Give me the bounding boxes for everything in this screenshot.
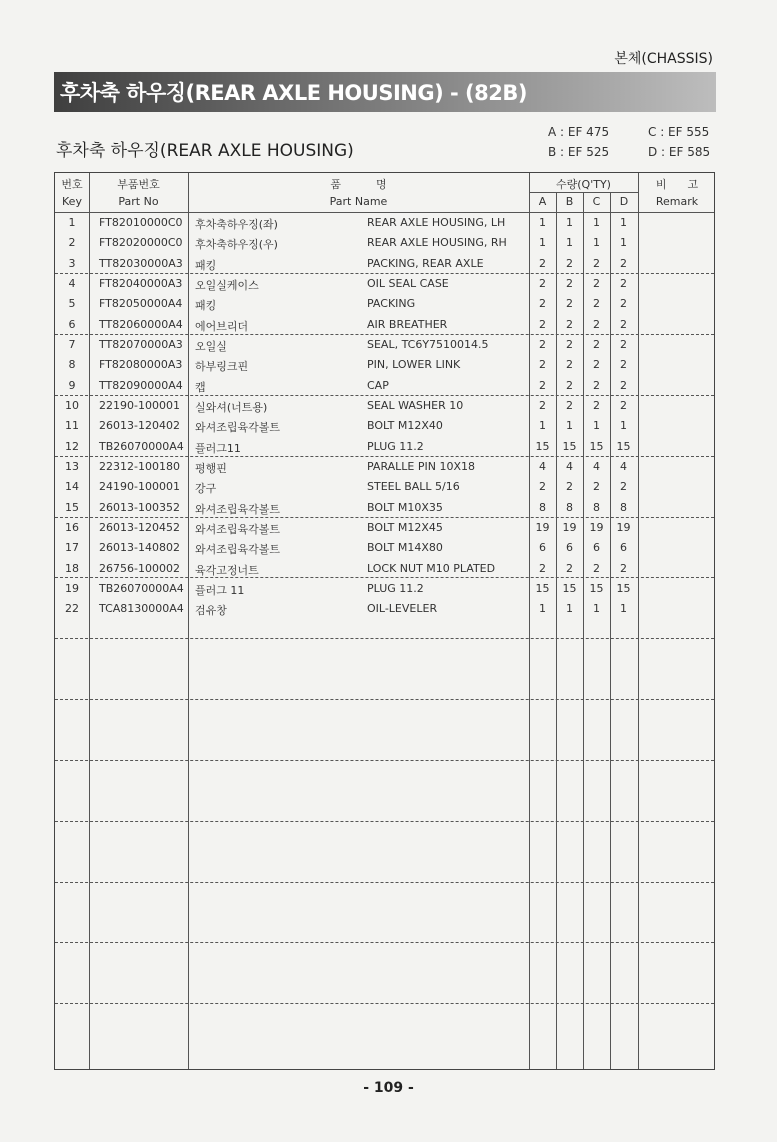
table-row bbox=[55, 538, 714, 558]
key-cell: 11 bbox=[65, 419, 79, 432]
qty-d-cell: 1 bbox=[620, 419, 627, 432]
part-name-en-cell: SEAL WASHER 10 bbox=[367, 399, 464, 412]
qty-d-cell: 2 bbox=[620, 338, 627, 351]
qty-d-cell: 2 bbox=[620, 318, 627, 331]
qty-a-cell: 19 bbox=[535, 521, 550, 534]
qty-d-cell: 15 bbox=[616, 582, 631, 595]
header-qty-c: C bbox=[592, 195, 601, 208]
part-no-cell: TB26070000A4 bbox=[99, 440, 184, 453]
key-cell: 10 bbox=[65, 399, 79, 412]
part-name-kr-cell: 평행핀 bbox=[195, 462, 227, 475]
qty-d-cell: 4 bbox=[620, 460, 627, 473]
qty-d-cell: 2 bbox=[620, 257, 627, 270]
key-cell: 15 bbox=[65, 501, 79, 514]
part-name-en-cell: CAP bbox=[367, 379, 389, 392]
qty-a-cell: 2 bbox=[539, 257, 546, 270]
part-name-kr-cell: 후차축하우징(우) bbox=[195, 238, 278, 251]
part-name-kr-cell: 캡 bbox=[195, 381, 206, 394]
part-name-en-cell: PLUG 11.2 bbox=[367, 582, 424, 595]
part-name-kr-cell: 후차축하우징(좌) bbox=[195, 218, 278, 231]
part-name-kr-cell: 육각고정너트 bbox=[195, 564, 259, 577]
key-cell: 14 bbox=[65, 480, 79, 493]
qty-d-cell: 1 bbox=[620, 236, 627, 249]
table-row bbox=[55, 233, 714, 253]
part-name-kr-cell: 오일실케이스 bbox=[195, 279, 259, 292]
key-cell: 13 bbox=[65, 460, 79, 473]
section-label: 본체(CHASSIS) bbox=[614, 51, 713, 67]
title-banner bbox=[54, 72, 716, 112]
group-separator bbox=[55, 821, 714, 822]
header-qty-d: D bbox=[619, 195, 629, 208]
part-no-cell: TT82060000A4 bbox=[99, 318, 183, 331]
table-row bbox=[55, 396, 714, 416]
qty-d-cell: 2 bbox=[620, 480, 627, 493]
key-cell: 1 bbox=[68, 216, 76, 229]
group-separator bbox=[55, 699, 714, 700]
part-name-en-cell: BOLT M12X40 bbox=[367, 419, 443, 432]
model-c: C : EF 555 bbox=[648, 125, 710, 139]
qty-c-cell: 1 bbox=[593, 236, 600, 249]
qty-c-cell: 15 bbox=[589, 440, 604, 453]
part-name-kr-cell: 에어브리더 bbox=[195, 320, 249, 333]
model-list-right bbox=[648, 122, 710, 162]
qty-d-cell: 2 bbox=[620, 297, 627, 310]
part-no-cell: TB26070000A4 bbox=[99, 582, 184, 595]
table-row bbox=[55, 335, 714, 355]
part-name-kr-cell: 와셔조립육각볼트 bbox=[195, 543, 281, 556]
model-a: A : EF 475 bbox=[548, 125, 610, 139]
qty-d-cell: 19 bbox=[616, 521, 631, 534]
qty-c-cell: 1 bbox=[593, 419, 600, 432]
qty-a-cell: 4 bbox=[539, 460, 546, 473]
part-name-en-cell: PARALLE PIN 10X18 bbox=[367, 460, 476, 473]
qty-d-cell: 1 bbox=[620, 216, 627, 229]
group-separator bbox=[55, 1003, 714, 1004]
part-name-kr-cell: 와셔조립육각볼트 bbox=[195, 421, 281, 434]
part-name-en-cell: REAR AXLE HOUSING, LH bbox=[367, 216, 506, 229]
part-name-kr-cell: 검유창 bbox=[195, 604, 227, 617]
key-cell: 16 bbox=[65, 521, 79, 534]
part-no-cell: FT82040000A3 bbox=[99, 277, 183, 290]
table-row bbox=[55, 376, 714, 396]
part-name-kr-cell: 패킹 bbox=[195, 299, 217, 312]
qty-d-cell: 8 bbox=[620, 501, 627, 514]
qty-a-cell: 2 bbox=[539, 480, 546, 493]
part-no-cell: FT82080000A3 bbox=[99, 358, 183, 371]
part-no-cell: 22312-100180 bbox=[99, 460, 180, 473]
part-no-cell: 24190-100001 bbox=[99, 480, 180, 493]
qty-b-cell: 2 bbox=[566, 399, 573, 412]
key-cell: 18 bbox=[65, 562, 79, 575]
key-cell: 5 bbox=[68, 297, 76, 310]
qty-d-cell: 15 bbox=[616, 440, 631, 453]
table-row bbox=[55, 254, 714, 274]
part-name-kr-cell: 패킹 bbox=[195, 259, 217, 272]
table-row bbox=[55, 315, 714, 335]
qty-c-cell: 2 bbox=[593, 297, 600, 310]
qty-c-cell: 1 bbox=[593, 602, 600, 615]
qty-c-cell: 2 bbox=[593, 358, 600, 371]
qty-b-cell: 1 bbox=[566, 602, 573, 615]
qty-c-cell: 2 bbox=[593, 480, 600, 493]
table-row bbox=[55, 355, 714, 375]
qty-d-cell: 6 bbox=[620, 541, 627, 554]
header-qty-b: B bbox=[565, 195, 574, 208]
header-partno-kr: 부품번호 bbox=[117, 178, 160, 191]
table-row bbox=[55, 518, 714, 538]
qty-d-cell: 1 bbox=[620, 602, 627, 615]
qty-d-cell: 2 bbox=[620, 358, 627, 371]
table-row bbox=[55, 599, 714, 619]
part-name-en-cell: PACKING, REAR AXLE bbox=[367, 257, 484, 270]
key-cell: 8 bbox=[68, 358, 76, 371]
qty-c-cell: 2 bbox=[593, 379, 600, 392]
part-name-en-cell: REAR AXLE HOUSING, RH bbox=[367, 236, 507, 249]
part-name-kr-cell: 강구 bbox=[195, 482, 217, 495]
table-row bbox=[55, 457, 714, 477]
qty-b-cell: 19 bbox=[562, 521, 577, 534]
qty-b-cell: 15 bbox=[562, 440, 577, 453]
header-partno-en: Part No bbox=[118, 195, 159, 208]
qty-b-cell: 2 bbox=[566, 297, 573, 310]
qty-b-cell: 2 bbox=[566, 358, 573, 371]
model-list-left bbox=[548, 122, 609, 162]
qty-b-cell: 1 bbox=[566, 216, 573, 229]
key-cell: 22 bbox=[65, 602, 79, 615]
table-row bbox=[55, 498, 714, 518]
qty-d-cell: 2 bbox=[620, 379, 627, 392]
qty-d-cell: 2 bbox=[620, 399, 627, 412]
part-no-cell: FT82050000A4 bbox=[99, 297, 183, 310]
qty-a-cell: 8 bbox=[539, 501, 546, 514]
qty-c-cell: 2 bbox=[593, 318, 600, 331]
qty-a-cell: 2 bbox=[539, 277, 546, 290]
part-name-kr-cell: 플러그 11 bbox=[195, 584, 245, 597]
key-cell: 2 bbox=[68, 236, 76, 249]
key-cell: 7 bbox=[68, 338, 76, 351]
part-name-en-cell: PACKING bbox=[367, 297, 416, 310]
part-name-en-cell: PIN, LOWER LINK bbox=[367, 358, 461, 371]
qty-b-cell: 2 bbox=[566, 318, 573, 331]
key-cell: 17 bbox=[65, 541, 79, 554]
qty-b-cell: 1 bbox=[566, 419, 573, 432]
group-separator bbox=[55, 942, 714, 943]
part-no-cell: 26013-120452 bbox=[99, 521, 180, 534]
qty-c-cell: 15 bbox=[589, 582, 604, 595]
table-row bbox=[55, 477, 714, 497]
banner-title: 후차축 하우징(REAR AXLE HOUSING) - (82B) bbox=[60, 81, 527, 105]
qty-a-cell: 1 bbox=[539, 419, 546, 432]
qty-b-cell: 15 bbox=[562, 582, 577, 595]
part-name-en-cell: BOLT M10X35 bbox=[367, 501, 443, 514]
part-name-kr-cell: 와셔조립육각볼트 bbox=[195, 523, 281, 536]
page-subtitle: 후차축 하우징(REAR AXLE HOUSING) bbox=[56, 141, 354, 161]
model-b: B : EF 525 bbox=[548, 145, 610, 159]
qty-c-cell: 2 bbox=[593, 562, 600, 575]
qty-a-cell: 2 bbox=[539, 562, 546, 575]
qty-b-cell: 2 bbox=[566, 257, 573, 270]
qty-b-cell: 8 bbox=[566, 501, 573, 514]
part-no-cell: 26756-100002 bbox=[99, 562, 180, 575]
part-no-cell: FT82010000C0 bbox=[99, 216, 183, 229]
qty-b-cell: 2 bbox=[566, 338, 573, 351]
part-no-cell: 26013-120402 bbox=[99, 419, 180, 432]
qty-header-rule bbox=[529, 192, 639, 193]
group-separator bbox=[55, 760, 714, 761]
header-key-kr: 번호 bbox=[61, 178, 83, 191]
part-name-en-cell: PLUG 11.2 bbox=[367, 440, 424, 453]
qty-c-cell: 6 bbox=[593, 541, 600, 554]
part-name-en-cell: AIR BREATHER bbox=[367, 318, 448, 331]
header-partname-kr: 품 명 bbox=[330, 178, 387, 191]
part-name-kr-cell: 오일실 bbox=[195, 340, 227, 353]
header-qty: 수량(Q'TY) bbox=[556, 178, 611, 191]
qty-a-cell: 2 bbox=[539, 399, 546, 412]
group-separator bbox=[55, 882, 714, 883]
qty-d-cell: 2 bbox=[620, 277, 627, 290]
qty-b-cell: 4 bbox=[566, 460, 573, 473]
qty-c-cell: 19 bbox=[589, 521, 604, 534]
part-name-kr-cell: 하부링크핀 bbox=[195, 360, 249, 373]
part-name-kr-cell: 플러그11 bbox=[195, 442, 241, 455]
qty-a-cell: 2 bbox=[539, 379, 546, 392]
key-cell: 3 bbox=[68, 257, 76, 270]
qty-a-cell: 2 bbox=[539, 338, 546, 351]
qty-a-cell: 2 bbox=[539, 358, 546, 371]
part-no-cell: 22190-100001 bbox=[99, 399, 180, 412]
key-cell: 6 bbox=[68, 318, 76, 331]
qty-a-cell: 1 bbox=[539, 236, 546, 249]
key-cell: 12 bbox=[65, 440, 79, 453]
part-name-en-cell: STEEL BALL 5/16 bbox=[367, 480, 460, 493]
qty-a-cell: 15 bbox=[535, 440, 550, 453]
qty-c-cell: 4 bbox=[593, 460, 600, 473]
qty-a-cell: 2 bbox=[539, 318, 546, 331]
table-row bbox=[55, 437, 714, 457]
qty-c-cell: 2 bbox=[593, 257, 600, 270]
qty-b-cell: 2 bbox=[566, 277, 573, 290]
qty-b-cell: 2 bbox=[566, 379, 573, 392]
qty-a-cell: 1 bbox=[539, 216, 546, 229]
qty-a-cell: 1 bbox=[539, 602, 546, 615]
key-cell: 19 bbox=[65, 582, 79, 595]
part-no-cell: TT82090000A4 bbox=[99, 379, 183, 392]
parts-table bbox=[54, 172, 715, 1070]
qty-b-cell: 1 bbox=[566, 236, 573, 249]
part-no-cell: TT82030000A3 bbox=[99, 257, 183, 270]
part-no-cell: TCA8130000A4 bbox=[99, 602, 184, 615]
model-d: D : EF 585 bbox=[648, 145, 711, 159]
key-cell: 4 bbox=[68, 277, 76, 290]
qty-c-cell: 2 bbox=[593, 338, 600, 351]
qty-a-cell: 2 bbox=[539, 297, 546, 310]
part-no-cell: 26013-140802 bbox=[99, 541, 180, 554]
qty-c-cell: 8 bbox=[593, 501, 600, 514]
header-partname-en: Part Name bbox=[329, 195, 388, 208]
header-key-en: Key bbox=[62, 195, 82, 208]
key-cell: 9 bbox=[68, 379, 76, 392]
group-separator bbox=[55, 638, 714, 639]
part-name-kr-cell: 와셔조립육각볼트 bbox=[195, 503, 281, 516]
qty-b-cell: 2 bbox=[566, 480, 573, 493]
table-row bbox=[55, 274, 714, 294]
part-name-kr-cell: 실와셔(너트용) bbox=[195, 401, 268, 414]
table-row bbox=[55, 579, 714, 599]
table-row bbox=[55, 559, 714, 579]
qty-b-cell: 2 bbox=[566, 562, 573, 575]
table-row bbox=[55, 416, 714, 436]
qty-d-cell: 2 bbox=[620, 562, 627, 575]
part-name-en-cell: SEAL, TC6Y7510014.5 bbox=[367, 338, 489, 351]
page-number: - 109 - bbox=[363, 1080, 414, 1096]
table-row bbox=[55, 213, 714, 233]
header-qty-a: A bbox=[538, 195, 547, 208]
part-name-en-cell: BOLT M12X45 bbox=[367, 521, 443, 534]
part-name-en-cell: OIL-LEVELER bbox=[367, 602, 438, 615]
part-no-cell: 26013-100352 bbox=[99, 501, 180, 514]
part-no-cell: TT82070000A3 bbox=[99, 338, 183, 351]
part-name-en-cell: OIL SEAL CASE bbox=[367, 277, 449, 290]
part-no-cell: FT82020000C0 bbox=[99, 236, 183, 249]
qty-a-cell: 6 bbox=[539, 541, 546, 554]
qty-c-cell: 2 bbox=[593, 399, 600, 412]
part-name-en-cell: BOLT M14X80 bbox=[367, 541, 443, 554]
header-remark-kr: 비 고 bbox=[655, 178, 699, 191]
part-name-en-cell: LOCK NUT M10 PLATED bbox=[367, 562, 496, 575]
header-remark-en: Remark bbox=[655, 195, 699, 208]
qty-b-cell: 6 bbox=[566, 541, 573, 554]
qty-a-cell: 15 bbox=[535, 582, 550, 595]
qty-c-cell: 2 bbox=[593, 277, 600, 290]
table-row bbox=[55, 294, 714, 314]
qty-c-cell: 1 bbox=[593, 216, 600, 229]
